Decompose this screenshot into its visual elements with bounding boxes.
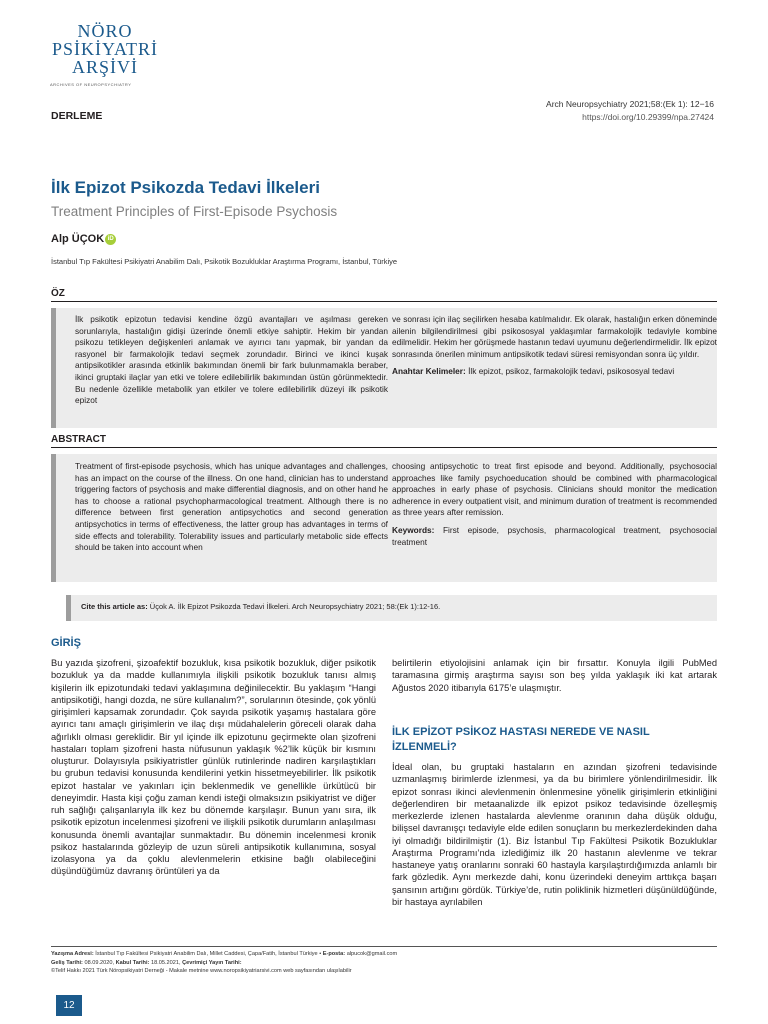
oz-keywords bbox=[392, 366, 717, 378]
received-label: Geliş Tarihi: bbox=[51, 959, 83, 966]
oz-right-text: ve sonrası için ilaç seçilirken hesaba katılmalıdır. Ek olarak, hastalığın erken döneminde ailenin bilgilendirilmesi gibi psikososyal yaklaşımlar farmakolojik tedaviyle kombine edilmelidir. Hekim her görüşmede hastanın tedavi uyumunu değerlendirmelidir. İlk epizot sonrasında önerilen minimum antipsikotik tedavi süresi remisyondan sonra üç yıldır. bbox=[392, 314, 717, 359]
abstract-heading: ABSTRACT bbox=[51, 434, 717, 448]
giris-heading: GİRİŞ bbox=[51, 637, 81, 649]
doi-link[interactable]: https://doi.org/10.29399/npa.27424 bbox=[582, 112, 714, 122]
abstract-keywords-label: Keywords: bbox=[392, 524, 435, 535]
oz-keywords-label: Anahtar Kelimeler: bbox=[392, 366, 466, 377]
page-number: 12 bbox=[56, 995, 82, 1016]
cite-box bbox=[66, 595, 717, 621]
journal-logo bbox=[50, 22, 160, 87]
accepted-label: Kabul Tarihi: bbox=[115, 959, 150, 966]
logo-line-1: NÖRO bbox=[77, 21, 133, 41]
cite-text: Üçok A. İlk Epizot Psikozda Tedavi İlkeleri. Arch Neuropsychiatry 2021; 58:(Ek 1):12-16. bbox=[149, 602, 441, 611]
abstract-keywords bbox=[392, 525, 717, 548]
logo-subtitle: ARCHIVES OF NEUROPSYCHIATRY bbox=[50, 82, 132, 87]
abstract-right-text: choosing antipsychotic to treat first episode and beyond. Additionally, psychosocial approaches like family psychoeducation should be combined with pharmacological approaches in early phase of psychosis. Clinicians should monitor the medication adherence in every outpatient visit, and minimum duration of treatment is recommended as three years after remission. bbox=[392, 461, 717, 518]
copyright-line: ©Telif Hakkı 2021 Türk Nöropsikiyatri Derneği - Makale metnine www.noropsikiyatriarsivi.com web sayfasından ulaşılabilir bbox=[51, 968, 352, 975]
cite-label: Cite this article as: bbox=[81, 602, 148, 611]
intro-continuation-text: belirtilerin etiyolojisini anlamak için bir fırsattır. Konuyla ilgili PubMed taramasına girmiş araştırma sayısı son beş yılda yaklaşık iki kat artarak Ağustos 2020 itibarıyla 6175’e ulaşmıştır. bbox=[392, 658, 717, 693]
article-subtitle: Treatment Principles of First-Episode Psychosis bbox=[51, 204, 338, 219]
abstract-left-text: Treatment of first-episode psychosis, which has unique advantages and challenges, has an impact on the course of the illness. On one hand, clinician has to understand triggering factors of psychosis and make differential diagnosis, and on other hand he has to choose a rational psychopharmacological treatment. Although there is no difference between first generation antipsychotics and second generation antipsychotics in terms of effectiveness, the latter group has advantages in terms of side effects and tolerability. Tolerability issues and particularly metabolic side effects should be taken into account when bbox=[75, 461, 388, 553]
oz-right bbox=[392, 314, 717, 378]
section-heading-followup: İLK EPİZOT PSİKOZ HASTASI NEREDE VE NASIL İZLENMELİ? bbox=[392, 726, 650, 753]
footer-divider bbox=[51, 946, 717, 947]
correspondence-line: Yazışma Adresi: İstanbul Tıp Fakültesi Psikiyatri Anabilim Dalı, Millet Caddesi, Çapa/Fatih, İstanbul Türkiye • E-posta: alpucok@gmail.com bbox=[51, 951, 398, 957]
logo-line-2: PSİKİYATRİ bbox=[51, 39, 158, 59]
followup-text: İdeal olan, bu gruptaki hastaların en azından şizofreni tedavisinde uzmanlaşmış birimlerde izlenmesi, ya da bu birimlere yönlendirilmesidir. İlk epizot sonrası ikinci alevlenmenin önlenmesine yönelik girişimlerin etkinliğini değerlendiren bir metaanalizde ilk epizot psikoz tedavisinde özelleşmiş merkezlerde izlenen hastalarda alevlenme oranının daha düşük olduğu, bilişsel davranışçı tedaviyle elde edilen sonuçların bu merkezlerdekinden daha iyi olmadığı bildirilmiştir (1). Biz İstanbul Tıp Fakültesi Psikotik Bozukluklar Araştırma Programı’nda izlediğimiz ilk 20 hastanın alevlenme ve tekrar hastaneye yatış oranlarını sonraki 60 hastayla karşılaştırdığımızda anlamlı bir fark gözledik. Aynı merkezde dahi, konu üzerindeki deneyim arttıkça başarı şansının artığını gördük. Türkiye’de, rutin poliklinik hizmetleri düşünüldüğünde, bir hastaya ayrılabilen bbox=[392, 762, 717, 907]
logo-line-3: ARŞİVİ bbox=[71, 57, 138, 77]
author bbox=[51, 233, 116, 245]
citation-text: Arch Neuropsychiatry 2021;58:(Ek 1): 12−16 bbox=[546, 99, 714, 109]
affiliation: İstanbul Tıp Fakültesi Psikiyatri Anabilim Dalı, Psikotik Bozukluklar Araştırma Programı, İstanbul, Türkiye bbox=[51, 257, 398, 266]
abstract-keywords-text: First episode, psychosis, pharmacological treatment, psychosocial treatment bbox=[392, 524, 717, 547]
abstract-right bbox=[392, 461, 717, 548]
correspondence-address: İstanbul Tıp Fakültesi Psikiyatri Anabilim Dalı, Millet Caddesi, Çapa/Fatih, İstanbul Türkiye bbox=[95, 951, 318, 957]
online-label: Çevrimiçi Yayın Tarihi: bbox=[182, 959, 242, 966]
oz-left-text: İlk psikotik epizotun tedavisi kendine özgü avantajları ve aşılması gereken sorunlarıyla, hastalığın gidişi üzerinde önemli etkiye sahiptir. Hekim bir yandan psikozu tetikleyen değişkenleri anlamak ve ayırıcı tanı yapmak, bir yandan da rasyonel bir farmakolojik tedavi seçmek zorundadır. Birinci ve ikinci kuşak antipsikotikler arasında etkinlik bakımından önemli bir fark bulunmamakla beraber, ikinci gruptaki ilaçlar yan etki ve tolere edilebilirlik bakımından üstün görünmektedir. Bu nedenle özellikle metabolik yan etkiler ve tolere edilebilirlik düzeyi ilk psikotik epizot bbox=[75, 314, 388, 406]
dates-line bbox=[51, 959, 717, 968]
oz-heading: ÖZ bbox=[51, 288, 717, 302]
correspondence-label: Yazışma Adresi: bbox=[51, 951, 94, 957]
author-name: Alp ÜÇOK bbox=[51, 233, 105, 245]
oz-keywords-text: İlk epizot, psikoz, farmakolojik tedavi, psikososyal tedavi bbox=[468, 366, 675, 377]
accepted-date: 18.05.2021, bbox=[150, 959, 181, 966]
email-label: E-posta: bbox=[322, 951, 346, 957]
received-date: 08.09.2020, bbox=[84, 959, 115, 966]
orcid-icon[interactable]: iD bbox=[105, 234, 116, 245]
article-title: İlk Epizot Psikozda Tedavi İlkeleri bbox=[51, 178, 320, 197]
article-type: DERLEME bbox=[51, 110, 103, 122]
journal-citation bbox=[546, 98, 714, 124]
giris-text: Bu yazıda şizofreni, şizoafektif bozukluk, kısa psikotik bozukluk, diğer psikotik bozukluk ya da madde kullanımıyla ilişkili psikotik bozukluk tanısı almış kişilerin ilk epizotundaki tedavi yaklaşımına değinilecektir. Bu yaklaşım “Hangi antipsikotiği, hangi dozda, ne süre kullanalım?”, sorularının ötesinde, çok yönlü girişimleri kapsamak zorundadır. Çok sayıda psikotik yaşamış hastalara göre ayırıcı tanı amaçlı girişimlerin ve ilaç dışı müdahalelerin göreceli olarak daha ağırlıklı olması gereklidir. Bir yıl içinde ilk epizotunu geçirmekte olan şizofreni hastaları toplam şizofreni hasta nüfusunun yaklaşık %2’lik küçük bir kısmını oluşturur. Dolayısıyla psikiyatristler günlük rutinlerinde nadiren karşılaştıkları bu grubun tedavisi konusunda kendilerini yetkin hissetmeyebilirler. İlk psikotik epizot hastalar ve yakınları için beklenmedik ve genellikle ürkütücü bir deneyimdir. Hasta kişi çoğu zaman kendi isteği olmaksızın psikiyatrist ve diğer ruh sağlığı çalışanlarıyla ilk kez bu dönemde karşılaşır. Bunun yanı sıra, ilk psikotik epizotun incelenmesi şizofreni ve ilişkili psikotik durumların anlaşılması konusunda önemli avantajlar sunmaktadır. Bu dönemin incelenmesi kronik psikoz hastalarında gözleyip de uzun süreli antipsikotik kullanımına, sosyal izolasyona ya da çoklu alevlenmelerin etkisine bağlı olabileceğini düşündüğümüz davranış örüntüleri ya da bbox=[51, 658, 376, 877]
footer-notes bbox=[51, 950, 717, 976]
email-address[interactable]: alpucok@gmail.com bbox=[346, 951, 398, 957]
